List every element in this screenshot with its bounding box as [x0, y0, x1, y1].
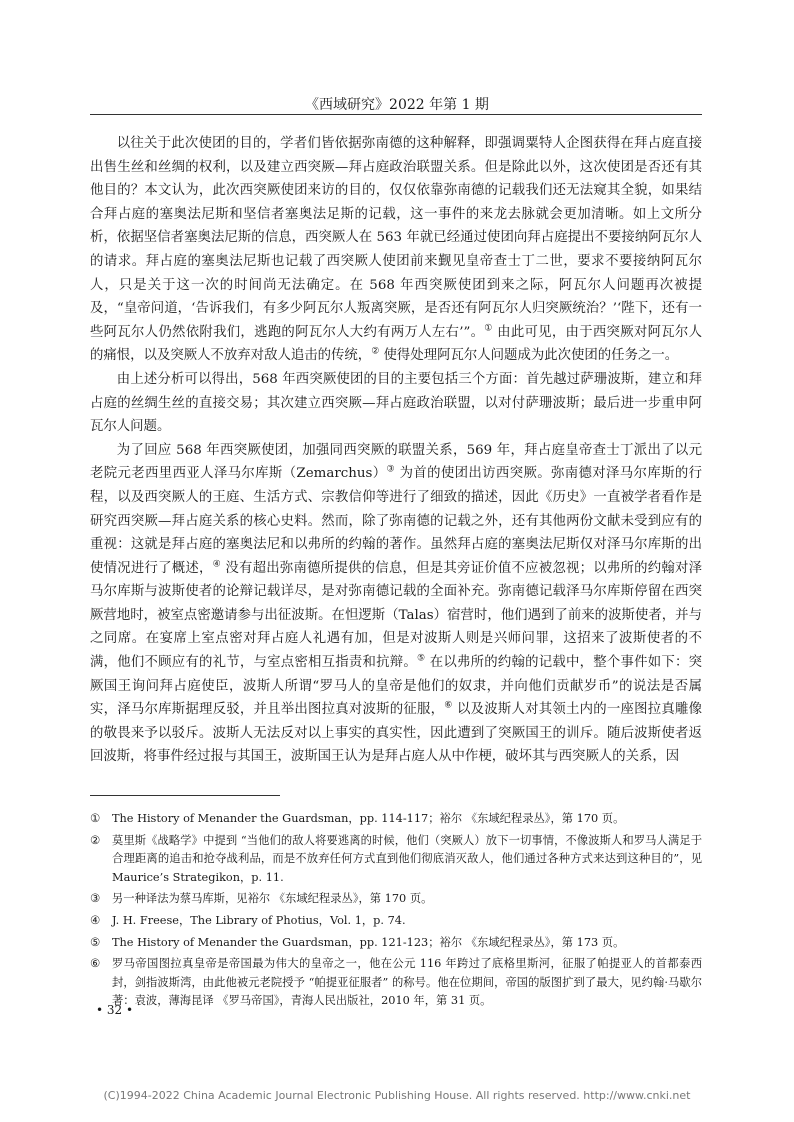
- text-segment: 由上述分析可以得出，568 年西突厥使团的目的主要包括三个方面：首先越过萨珊波斯，建立和拜占庭的丝绸生丝的直接交易；其次建立西突厥—拜占庭政治联盟，以对付萨珊波斯；最后进一步重申阿瓦尔人问题。: [90, 371, 702, 435]
- footnote-number: ①: [90, 812, 101, 825]
- footnote-ref: ⑤: [416, 653, 426, 664]
- page-number: • 32 •: [96, 1003, 134, 1017]
- footnote-number: ⑥: [90, 957, 101, 971]
- footnote: [90, 934, 702, 953]
- text-segment: 没有超出弥南德所提供的信息，但是其旁证价值不应被忽视；以弗所的约翰对泽马尔库斯与波斯使者的论辩记载详尽，是对弥南德记载的全面补充。弥南德记载泽马尔库斯停留在西突厥营地时，被室点密邀请参与出征波斯。在怛逻斯（Talas）宿营时，他们遇到了前来的波斯使者，并与之同席。在宴席上室点密对拜占庭人礼遇有加，但是对波斯人则是兴师问罪，这招来了波斯使者的不满，他们不顾应有的礼节，与室点密相互指责和抗辩。: [90, 560, 702, 671]
- footnote: [90, 810, 702, 829]
- text-segment: 由此可见，由于西突厥对阿瓦尔人的痛恨，以及突厥人不放弃对敌人追击的传统，: [90, 324, 702, 364]
- footnote-ref: ①: [484, 323, 493, 334]
- footnote-text: 莫里斯《战略学》中提到 “当他们的敌人将要逃离的时候，他们（突厥人）放下一切事情，不像波斯人和罗马人满足于合理距离的追击和抢夺战利品，而是不放弃任何方式直到他们彻底消灭敌人，他们通过各种方式来达到这种目的”，见 Maurice’s Strategikon，p. 11.: [112, 833, 702, 884]
- footnote-text: 罗马帝国图拉真皇帝是帝国最为伟大的皇帝之一，他在公元 116 年跨过了底格里斯河，征服了帕提亚人的首都泰西封，剑指波斯湾，由此他被元老院授予 “帕提亚征服者” 的称号。他在位期间，帝国的版图扩到了最大，见约翰·马歇尔著：袁波，薄海昆译 《罗马帝国》，青海人民出版社，2010 年，第 31 页。: [112, 957, 702, 1008]
- header-rule: [90, 114, 702, 115]
- footnote-rule: [90, 795, 280, 796]
- paragraph: [90, 439, 702, 769]
- journal-header: 《西域研究》2022 年第 1 期: [305, 97, 489, 113]
- text-segment: 以往关于此次使团的目的，学者们皆依据弥南德的这种解释，即强调粟特人企图获得在拜占庭直接出售生丝和丝绸的权利，以及建立西突厥—拜占庭政治联盟关系。但是除此以外，这次使团是否还有其他目的？本文认为，此次西突厥使团来访的目的，仅仅依靠弥南德的记载我们还无法窥其全貌，如果结合拜占庭的塞奥法尼斯和坚信者塞奥法足斯的记载，这一事件的来龙去脉就会更加清晰。如上文所分析，依据坚信者塞奥法尼斯的信息，西突厥人在 563 年就已经通过使团向拜占庭提出不要接纳阿瓦尔人的请求。拜占庭的塞奥法尼斯也记载了西突厥人使团前来觐见皇帝查士丁二世，要求不要接纳阿瓦尔人，只是关于这一次的时间尚无法确定。在 568 年西突厥使团到来之际，阿瓦尔人问题再次被提及，“皇帝问道，‘告诉我们，有多少阿瓦尔人叛离突厥，是否还有阿瓦尔人归突厥统治？’‘陛下，还有一些阿瓦尔人仍然依附我们，逃跑的阿瓦尔人大约有两万人左右’”。: [90, 136, 702, 340]
- paragraph: [90, 368, 702, 439]
- text-segment: 使得处理阿瓦尔人问题成为此次使团的任务之一。: [379, 348, 679, 364]
- footnote-ref: ⑥: [444, 700, 453, 711]
- footnote-text: 另一种译法为蔡马库斯，见裕尔 《东域纪程录丛》，第 170 页。: [112, 892, 433, 906]
- footnote-ref: ③: [386, 464, 395, 475]
- footnote-number: ⑤: [90, 935, 101, 949]
- footnote: [90, 955, 702, 1011]
- footnote-number: ④: [90, 913, 101, 927]
- footnote-text: The History of Menander the Guardsman，pp. 114-117；裕尔 《东域纪程录丛》，第 170 页。: [112, 812, 625, 825]
- footnote-number: ②: [90, 833, 101, 847]
- footnotes: [90, 810, 702, 1014]
- footnote-ref: ②: [371, 346, 380, 357]
- text-segment: 为了回应 568 年西突厥使团，加强同西突厥的联盟关系，569 年，拜占庭皇帝查士丁派出了以元老院元老西里西亚人泽马尔库斯（Zemarchus）: [90, 442, 702, 482]
- footnote: [90, 890, 702, 909]
- footnote-ref: ④: [212, 559, 221, 570]
- text-segment: 以及波斯人对其领土内的一座图拉真雕像的敬畏来予以驳斥。波斯人无法反对以上事实的真实性，因此遭到了突厥国王的训斥。随后波斯使者返回波斯，将事件经过报与其国王，波斯国王认为是拜占庭人从中作梗，破坏其与西突厥人的关系，因: [90, 702, 702, 765]
- footnote: [90, 912, 702, 931]
- text-segment: 在以弗所的约翰的记载中，整个事件如下：突厥国王询问拜占庭使臣，波斯人所谓“罗马人的皇帝是他们的奴隶，并向他们贡献岁币”的说法是否属实，泽马尔库斯据理反驳，并且举出图拉真对波斯的征服，: [90, 655, 703, 718]
- footnote: [90, 832, 702, 888]
- footnote-text: J. H. Freese，The Library of Photius，Vol. 1，p. 74.: [112, 913, 406, 927]
- text-segment: 为首的使团出访西突厥。弥南德对泽马尔库斯的行程，以及西突厥人的王庭、生活方式、宗教信仰等进行了细致的描述，因此《历史》一直被学者看作是研究西突厥—拜占庭关系的核心史料。然而，除了弥南德的记载之外，还有其他两份文献未受到应有的重视：这就是拜占庭的塞奥法尼和以弗所的约翰的著作。虽然拜占庭的塞奥法尼斯仅对泽马尔库斯的出使情况进行了概述，: [90, 466, 702, 576]
- paragraph: [90, 132, 702, 368]
- body-text: [90, 132, 702, 769]
- footnote-number: ③: [90, 892, 101, 906]
- copyright-notice: (C)1994-2022 China Academic Journal Electronic Publishing House. All rights reserved. http://www.cnki.net: [103, 1089, 691, 1102]
- footnote-text: The History of Menander the Guardsman，pp. 121-123；裕尔 《东域纪程录丛》，第 173 页。: [112, 935, 625, 949]
